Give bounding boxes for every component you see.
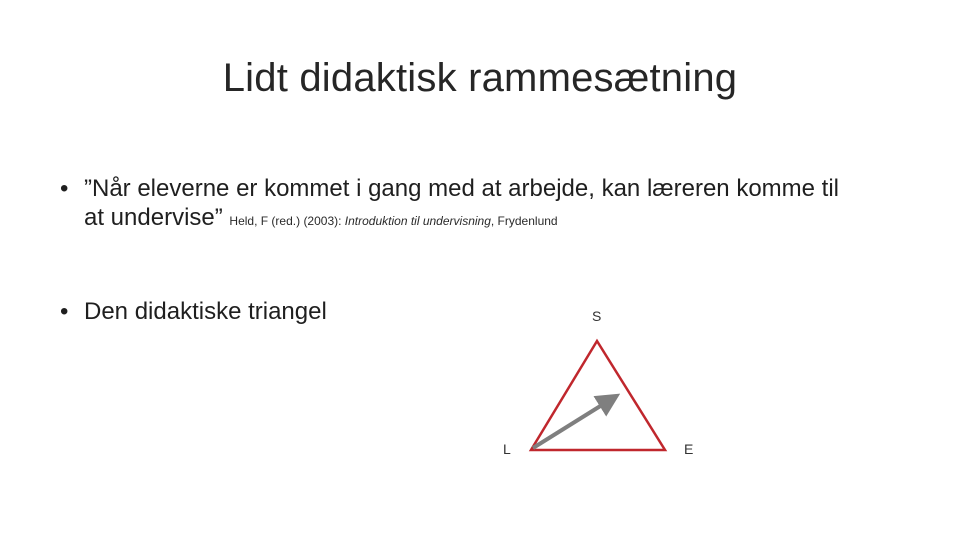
citation-suffix: , Frydenlund	[490, 214, 558, 228]
slide-title: Lidt didaktisk rammesætning	[222, 56, 738, 100]
triangle-outline	[531, 341, 665, 450]
bullet-quote-text	[62, 174, 842, 236]
citation-prefix: Held, F (red.) (2003):	[229, 214, 345, 228]
vertex-label-e: E	[684, 441, 694, 457]
bullet-marker: •	[60, 298, 69, 325]
vertex-label-l: L	[503, 441, 511, 457]
quote-text: ”Når eleverne er kommet i gang med at arbejde, kan læreren komme til at undervise”	[84, 175, 839, 231]
arrow-l-to-s	[533, 400, 610, 448]
bullet-quote	[62, 174, 842, 236]
bullet-marker: •	[60, 175, 69, 202]
citation-book-title: Introduktion til undervisning	[344, 214, 491, 228]
bullet-triangle-text: Den didaktiske triangel	[84, 298, 327, 325]
bullet-triangle	[62, 297, 462, 326]
citation	[229, 214, 557, 228]
vertex-label-s: S	[592, 308, 602, 324]
